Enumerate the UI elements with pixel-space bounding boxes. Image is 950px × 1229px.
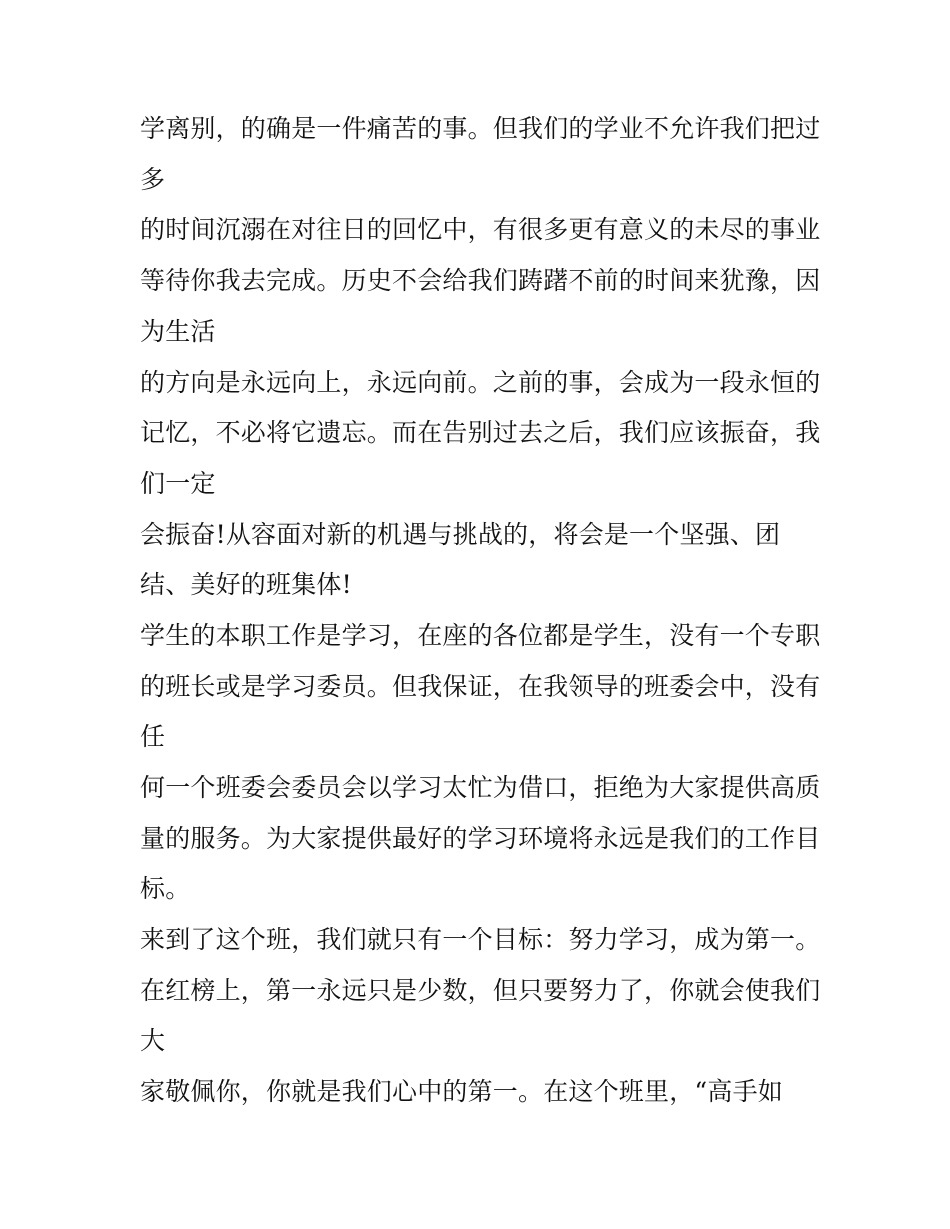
text-line-6: 的方向是永远向上，永远向前。之前的事，会成为一段永恒的 bbox=[140, 368, 821, 397]
text-line-8: 们一定 bbox=[140, 469, 216, 498]
text-line-12: 的班长或是学习委员。但我保证，在我领导的班委会中，没有 bbox=[140, 672, 821, 701]
text-line-11: 学生的本职工作是学习，在座的各位都是学生，没有一个专职 bbox=[140, 621, 821, 650]
text-line-5: 为生活 bbox=[140, 317, 216, 346]
text-line-13: 任 bbox=[140, 722, 166, 751]
text-line-1: 学离别，的确是一件痛苦的事。但我们的学业不允许我们把过 bbox=[140, 114, 821, 143]
text-line-15: 量的服务。为大家提供最好的学习环境将永远是我们的工作目 bbox=[140, 824, 821, 853]
text-line-7: 记忆，不必将它遗忘。而在告别过去之后，我们应该振奋，我 bbox=[140, 418, 821, 447]
text-line-18: 在红榜上，第一永远只是少数，但只要努力了，你就会使我们 bbox=[140, 976, 821, 1005]
text-line-17: 来到了这个班，我们就只有一个目标：努力学习，成为第一。 bbox=[140, 925, 821, 954]
text-line-19: 大 bbox=[140, 1026, 166, 1055]
text-line-3: 的时间沉溺在对往日的回忆中，有很多更有意义的未尽的事业 bbox=[140, 215, 821, 244]
text-line-20: 家敬佩你，你就是我们心中的第一。在这个班里，“高手如 bbox=[140, 1077, 783, 1106]
text-line-2: 多 bbox=[140, 165, 166, 194]
text-line-4: 等待你我去完成。历史不会给我们踌躇不前的时间来犹豫，因 bbox=[140, 266, 821, 295]
text-line-9: 会振奋!从容面对新的机遇与挑战的，将会是一个坚强、团 bbox=[140, 520, 781, 549]
text-line-16: 标。 bbox=[140, 874, 191, 903]
text-line-14: 何一个班委会委员会以学习太忙为借口，拒绝为大家提供高质 bbox=[140, 773, 821, 802]
text-line-10: 结、美好的班集体! bbox=[140, 570, 352, 599]
